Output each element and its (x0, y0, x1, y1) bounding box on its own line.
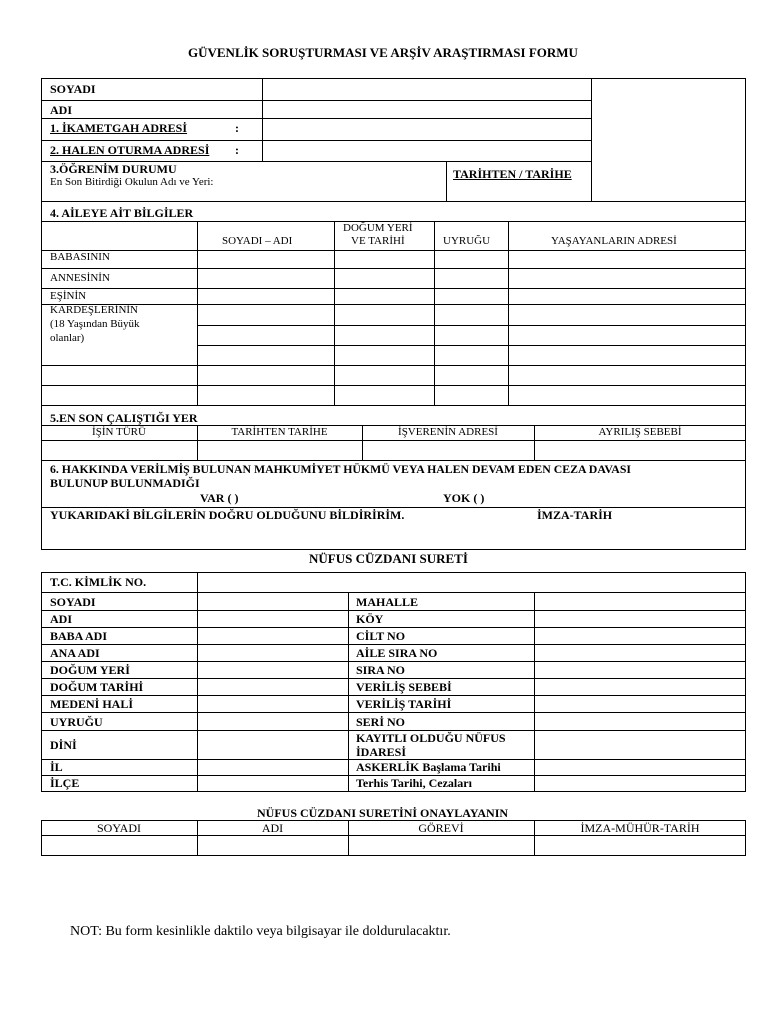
col-ayrilis: AYRILIŞ SEBEBİ (598, 426, 682, 438)
ogrenim-sub: En Son Bitirdiği Okulun Adı ve Yeri: (50, 176, 214, 188)
annesinin-label: ANNESİNİN (50, 272, 110, 284)
tc-field[interactable] (198, 573, 745, 591)
nufus-left-dini: DİNİ (50, 738, 77, 752)
nufus-right-aile-sira-no: AİLE SIRA NO (356, 646, 438, 660)
nufus-right-sira-no: SIRA NO (356, 663, 406, 677)
col-tarihten: TARİHTEN TARİHE (231, 426, 328, 438)
declaration-text: YUKARIDAKİ BİLGİLERİN DOĞRU OLDUĞUNU BİLDİRİRİM. (50, 508, 405, 522)
ikametgah-label: 1. İKAMETGAH ADRESİ (50, 121, 188, 135)
col-adres: YAŞAYANLARIN ADRESİ (551, 235, 677, 247)
ogrenim-label: 3.ÖĞRENİM DURUMU (50, 162, 177, 176)
col-soyadi-adi: SOYADI – ADI (222, 235, 293, 247)
nufus-left-soyadi: SOYADI (50, 595, 96, 609)
tarihten-label: TARİHTEN / TARİHE (453, 167, 572, 181)
tc-label: T.C. KİMLİK NO. (50, 575, 147, 589)
nufus-left-uyrugu: UYRUĞU (50, 715, 103, 729)
form-title: GÜVENLİK SORUŞTURMASI VE ARŞİV ARAŞTIRMASI FORMU (188, 45, 578, 60)
kardeslerinin-label: KARDEŞLERİNİN (50, 304, 138, 316)
footer-note: NOT: Bu form kesinlikle daktilo veya bilgisayar ile doldurulacaktır. (70, 924, 451, 939)
nufus-right-terhis: Terhis Tarihi, Cezaları (356, 776, 472, 790)
nufus-left-dogum-yeri: DOĞUM YERİ (50, 663, 130, 677)
soyadi-field[interactable] (263, 79, 590, 99)
ikametgah-colon: : (235, 121, 239, 135)
soyadi-label: SOYADI (50, 82, 96, 96)
nufus-left-il: İL (50, 760, 63, 774)
approval-col-soyadi: SOYADI (96, 821, 141, 835)
kardes-note-1: (18 Yaşından Büyük (50, 318, 140, 330)
halen-field[interactable] (263, 141, 590, 160)
yok-option[interactable]: YOK ( ) (443, 491, 485, 505)
nufus-left-dogum-tarihi: DOĞUM TARİHİ (50, 680, 144, 694)
nufus-right-kayitli-2: İDARESİ (356, 745, 407, 759)
imza-tarih-label: İMZA-TARİH (537, 508, 613, 522)
nufus-right-kayitli-1: KAYITLI OLDUĞU NÜFUS (356, 731, 506, 745)
nufus-left-ana-adi: ANA ADI (50, 646, 100, 660)
adi-label: ADI (50, 103, 73, 117)
nufus-right-verilis-sebebi: VERİLİŞ SEBEBİ (356, 680, 452, 694)
ikametgah-field[interactable] (263, 119, 590, 139)
court-line-2: BULUNUP BULUNMADIĞI (50, 476, 200, 490)
nufus-heading: NÜFUS CÜZDANI SURETİ (309, 551, 468, 566)
babasinin-label: BABASININ (50, 251, 110, 263)
halen-label: 2. HALEN OTURMA ADRESİ (50, 143, 210, 157)
approval-col-imza: İMZA-MÜHÜR-TARİH (580, 821, 700, 835)
esinin-label: EŞİNİN (50, 290, 87, 302)
approval-col-gorevi: GÖREVİ (418, 821, 464, 835)
approval-col-adi: ADI (261, 821, 284, 835)
nufus-left-adi: ADI (50, 612, 73, 626)
col-dogum-1: DOĞUM YERİ (343, 222, 413, 234)
work-heading: 5.EN SON ÇALIŞTIĞI YER (50, 411, 198, 425)
col-isveren: İŞVERENİN ADRESİ (398, 426, 498, 438)
approval-heading: NÜFUS CÜZDANI SURETİNİ ONAYLAYANIN (257, 806, 509, 820)
adi-field[interactable] (263, 101, 590, 117)
nufus-left-baba-adi: BABA ADI (50, 629, 108, 643)
nufus-left-medeni-hali: MEDENİ HALİ (50, 697, 134, 711)
nufus-right-verilis-tarihi: VERİLİŞ TARİHİ (356, 697, 452, 711)
court-line-1: 6. HAKKINDA VERİLMİŞ BULUNAN MAHKUMİYET HÜKMÜ VEYA HALEN DEVAM EDEN CEZA DAVASI (50, 462, 631, 476)
nufus-left-ilce: İLÇE (50, 776, 80, 790)
col-dogum-2: VE TARİHİ (351, 235, 405, 247)
kardes-note-2: olanlar) (50, 332, 85, 344)
var-option[interactable]: VAR ( ) (200, 491, 239, 505)
col-uyrugu: UYRUĞU (443, 235, 491, 247)
nufus-right-koy: KÖY (356, 612, 384, 626)
halen-colon: : (235, 143, 239, 157)
nufus-right-seri-no: SERİ NO (356, 715, 406, 729)
family-heading: 4. AİLEYE AİT BİLGİLER (50, 206, 194, 220)
nufus-right-cilt-no: CİLT NO (356, 629, 406, 643)
nufus-right-askerlik: ASKERLİK Başlama Tarihi (356, 760, 501, 774)
nufus-right-mahalle: MAHALLE (356, 595, 419, 609)
col-isin-turu: İŞİN TÜRÜ (92, 426, 146, 438)
